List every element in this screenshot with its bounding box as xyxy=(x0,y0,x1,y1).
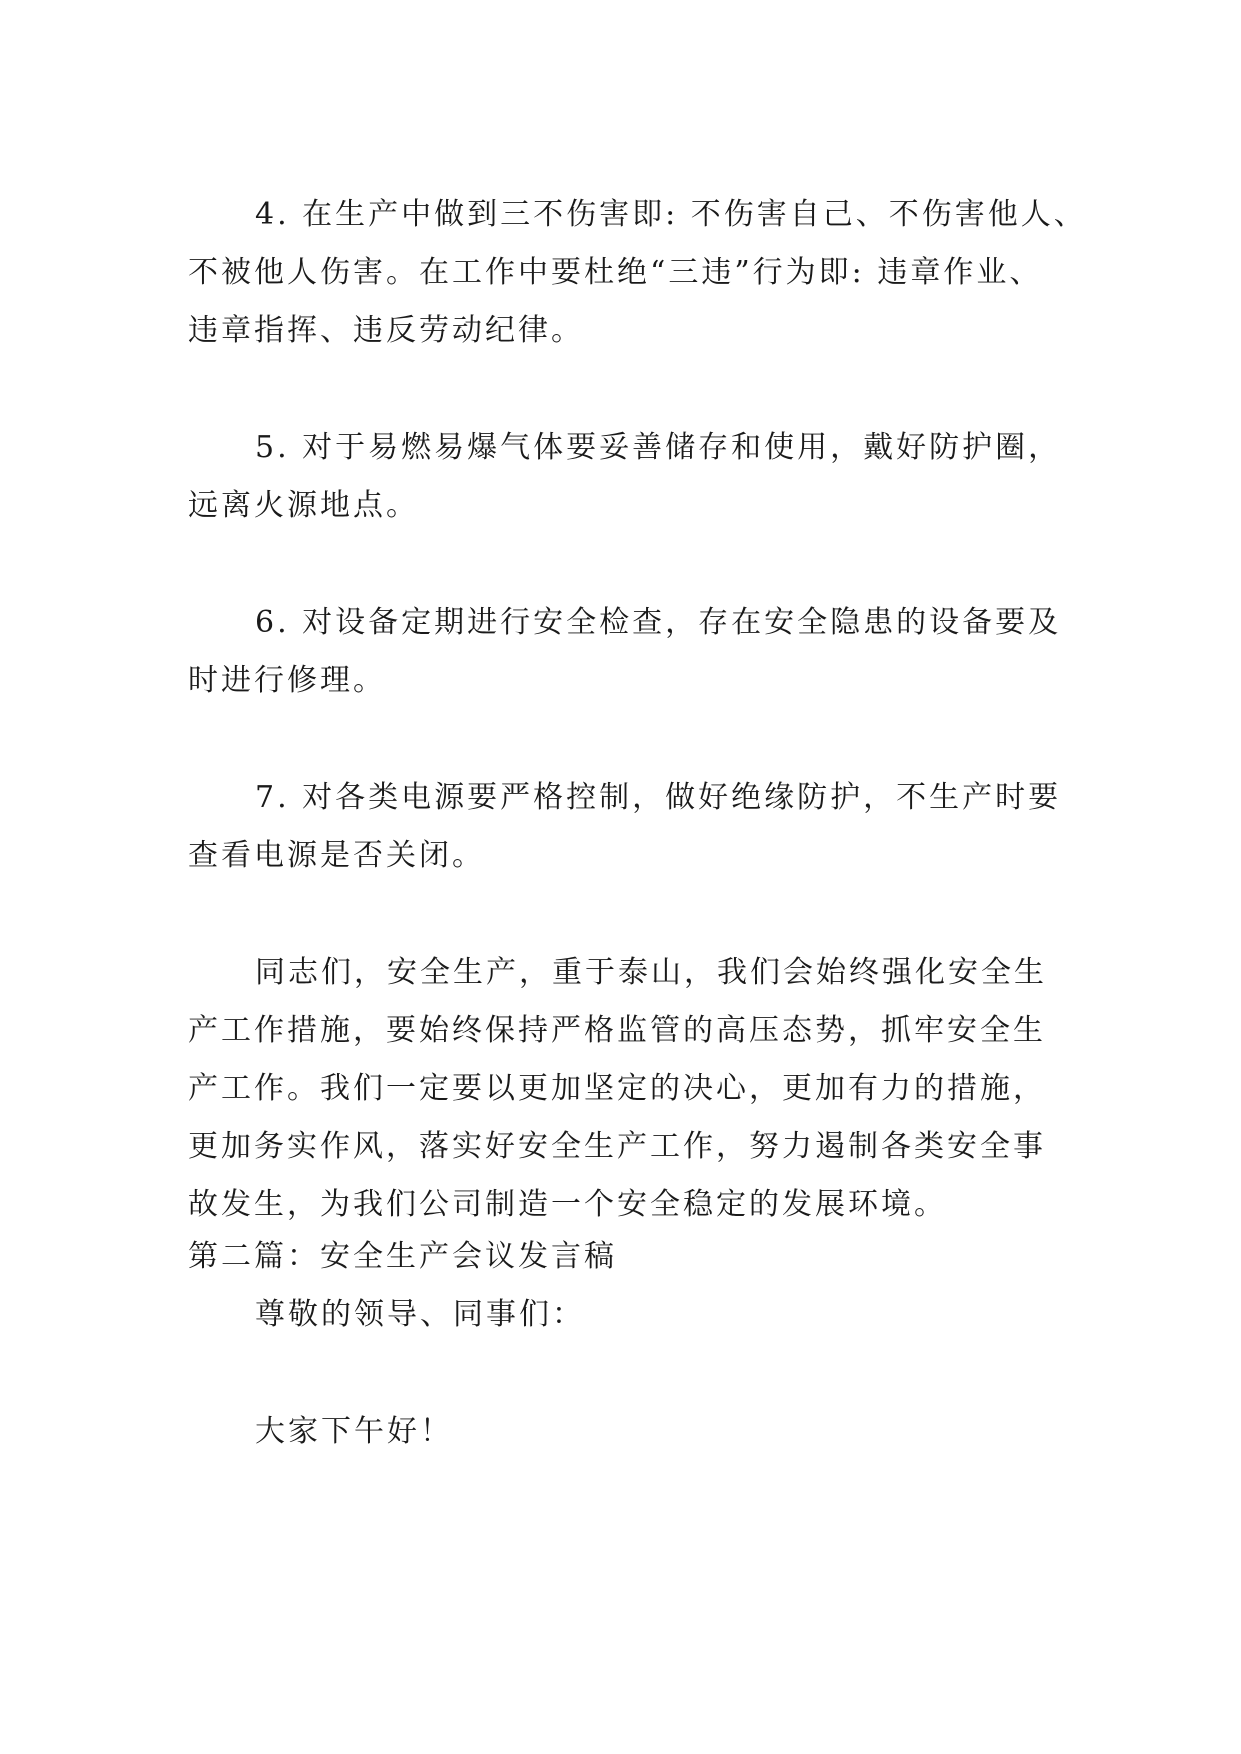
paragraph-8-line-4: 更加务实作风，落实好安全生产工作，努力遏制各类安全事 xyxy=(188,1129,1046,1164)
greeting: 大家下午好！ xyxy=(255,1414,453,1449)
paragraph-8-line-1: 同志们，安全生产，重于泰山，我们会始终强化安全生 xyxy=(255,955,1047,990)
paragraph-5-line-2: 远离火源地点。 xyxy=(188,488,419,523)
paragraph-6-line-2: 时进行修理。 xyxy=(188,663,386,698)
paragraph-4-line-1: 4. 在生产中做到三不伤害即: 不伤害自己、不伤害他人、 xyxy=(255,197,1087,232)
paragraph-4-line-3: 违章指挥、违反劳动纪律。 xyxy=(188,313,584,348)
paragraph-6-line-1: 6. 对设备定期进行安全检查，存在安全隐患的设备要及 xyxy=(255,605,1062,640)
section-heading: 第二篇：安全生产会议发言稿 xyxy=(188,1239,617,1274)
paragraph-7-line-1: 7. 对各类电源要严格控制，做好绝缘防护，不生产时要 xyxy=(255,780,1062,815)
paragraph-8-line-3: 产工作。我们一定要以更加坚定的决心，更加有力的措施， xyxy=(188,1071,1046,1106)
paragraph-8-line-2: 产工作措施，要始终保持严格监管的高压态势，抓牢安全生 xyxy=(188,1013,1046,1048)
paragraph-5-line-1: 5. 对于易燃易爆气体要妥善储存和使用，戴好防护圈， xyxy=(255,430,1062,465)
paragraph-4-line-2: 不被他人伤害。在工作中要杜绝“三违”行为即: 违章作业、 xyxy=(188,255,1043,290)
paragraph-7-line-2: 查看电源是否关闭。 xyxy=(188,838,485,873)
salutation: 尊敬的领导、同事们： xyxy=(255,1297,585,1332)
paragraph-8-line-5: 故发生，为我们公司制造一个安全稳定的发展环境。 xyxy=(188,1187,947,1222)
